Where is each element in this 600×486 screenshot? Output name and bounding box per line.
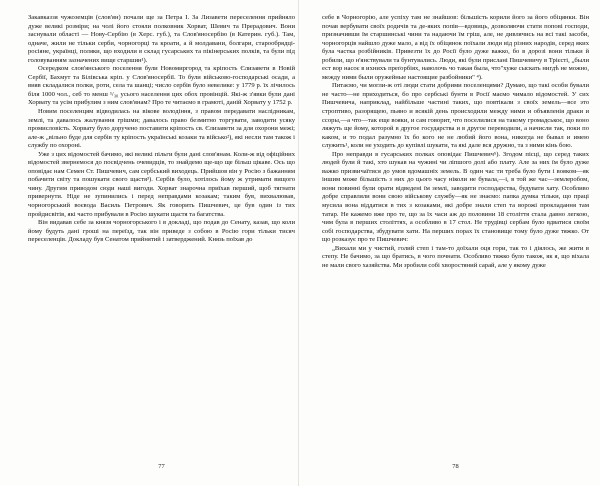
paragraph: Осередком слов'янського поселення були Новомиргород та кріпость Єлизавети в Новій Сербії, Бахмут та Білівська кріп. у Слов'яносербії. То були військово-господарські осади, а вияв складалися полки, роти, села та шанці; число сербів було невелике: у 1779 р. їх лічилось біля 1000 чол., себ то менш ¹/₃₀ усього населення цих обох провінцій. Які-ж з'явки були дані Хорвату та усім прибулим з ним слов'янам? Про те читаємо в грамоті, даній Хорвату у 1752 р. <box>28 65 295 107</box>
paragraph: Він видавав себе за князя чорногорського і в докладі, що подав до Сенату, казав, що коли йому будуть дані гроші на переїзд, так він приведе з собою в Росію гори тільки тисяч переселенців. Докладу був Сенатом прийнятий і затверджений. Князь поїхав до <box>28 219 295 244</box>
paragraph: Закавказзя чужоземців (слов'ян) почали ще за Петра І. За Лизавети переселення прийняло дуже великі розміри; на чолі його стояли полковник Хорват, Шевич та Прерадович. Вони заснували області — Нову-Сербію (в Херс. губ.), та Слов'яносербію (в Катерин. губ.). Там, одначе, жили не тільки серби, чорногорці та кроати, а й молдавани, болгари, старообрядці-росіяне, українці, поляки, що входили в склад гусарських та пікінерських полків, та були під головуванням зазначених вище старшин¹). <box>28 14 295 64</box>
paragraph: „Вихали ми у чистий, голий степ і там-то доїхали оця гори, так то і діялось, же жити в степу. Не бачимо, за що братись, в чого почнати. Особливо тяжко було також, як я, що віхала не мали свого хазяйства. Ми зробили собі хворостяний сарай, але у якому дуже <box>322 244 589 269</box>
paragraph: Питаємо, чи могли-ж оті люди стати добрими поселенцями? Думаю, що такі особи бували не часто—не приходиться, бо про сербські бунти в Росії маємо чимало відомостей. У сих Пишчевича, наприклад, найбільше частині таких, що повтікали з своїх земель—все это строптиво, разорящею, пьяно и всякій день происходили между ними и объявленія драки и ссоры,—а что—так еще вояки, и сам говорит, что поселилися на такому громадськоє, що воно ляжуть ще йому, которой в другое государства и в другое переводили, а начисли так, поки по каком, и то подал разумно їх бо кого не не любий його вона, никогда не бывал и имею служить¹, коли не уходить до купівлі шукати, та які дале вся дружно, та з ними кінь бою. <box>322 82 589 150</box>
right-page <box>322 14 589 476</box>
gutter-divider <box>298 0 299 486</box>
paragraph: Новим поселенцям відводилась на вікове володіння, з правом передавати наслідникам, землі, та давалось жалування грішми; давалось право безмитно торгувати, заводити усяку промисловість. Хорвату було доручено поставити кріпость св. Єлизавети за для охорони межі; але-ж „вільно буде для сербів ту кріпость українські козаки та військо²), які несли там також і службу по охороні. <box>28 108 295 150</box>
right-page-text <box>322 14 589 270</box>
page-number: 78 <box>452 463 459 470</box>
left-page-text <box>28 14 295 245</box>
paragraph: себе в Чорногорію, але успіху там не знайшов: більшість корили його за його обіцянки. Він почав вербувати своїх родичів та де-яких попів—вдовиць, дозволяючи стати попові господи, призначивши їм старшинські чини та надаючи їм гріш, але, не дивлячись на всі такі засоби, чорногорців найшло дуже мало, а від їх обіцянок поїхали люди від різних народів, серед яких була частка розбійників. Привезти їх до Росії було дуже важко, бо в дорозі вони тільки й робили, що н'янствували та бунтувались. Люди, які були прислані Пишчевичу в Трієсті, „были ест вор насоє в ихнихъ преґорбіях, наволочь чо такая была, что"хуже сыскать нигдѣ не можно, между ними были оружейные настоящие разбойники" ⁴). <box>322 14 589 81</box>
paragraph: Про неправди в гусарських полках оповідає Пишчевич⁵). Згодом пісці, що серед таких людей були й такі, хто шукав на чужині чи ліпшого долі або плату. Але за них їм було дуже важко призвичаїтися до умов вдомашніх земель. В один час ти треба було бути і вояком—як іншим може більшість з них до цього часу ніколи не бувала,—і, в той же час—землеробом, вони повинні були орати відведені їм землі, заводити господарства, будувати хату. Особливо добре справляли вони свою військову службу—як не знаємо: папка думка тільки, що праці мусила вона віддатися в тих з козаками, які добре знали степ та ворожі прокладання там татар. Не кажемо вже про те, що за їх часи аж до половини 18 століття стала давно легкою, чим була в перших століттях, а особливо в 17 стол. Не трудівці сербам було вдватися своїм собі господарства, збудувати хати. На перших порах їх становище тому було дуже тяжко. От що розказує про те Пишчевич: <box>322 150 589 244</box>
paragraph: Уже з цих відомостей бачимо, які великі пільги були дані слов'янам. Коли-ж від офіційних відомостей звернемося до посвідчень очевидців, то знайдемо ще-що ще більш цікаве. Ось що оповідає нам Семен Ст. Пишчевич, сам сербський виходець. Прийшов він у Росію з бажанням побачити світу та пошукати свого щастя³). Сербів було, хотілось йому ж утримати вищого чину. Другим приводом сюди наші вигоди. Хорват знарочна приїхав перший, щоб тягнати привернути. Ніде не зупинились і перед неправдами козакам; таким був, вихвалював, чорногорський воєвода Василь Петрович. Як говорить Пишчевич, це був один із тих пройдисвітів, які часто прибували в Росію шукати щастя та багатства. <box>28 150 295 218</box>
left-page <box>28 14 295 476</box>
page-number: 77 <box>158 463 165 470</box>
